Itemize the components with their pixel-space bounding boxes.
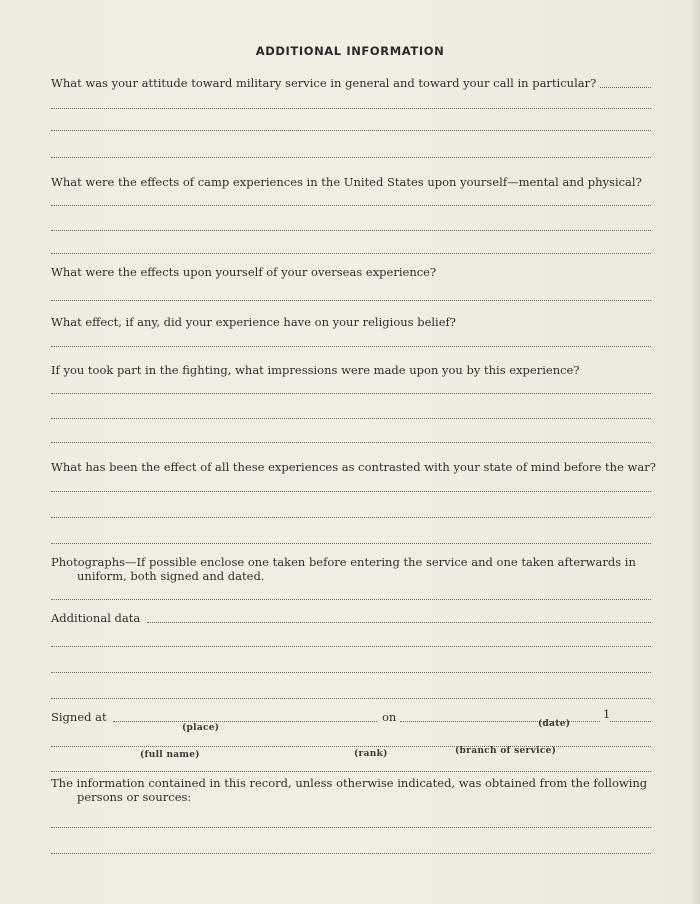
year-field[interactable] bbox=[610, 721, 651, 722]
additional-data-line[interactable] bbox=[147, 622, 651, 623]
sources-line-2: persons or sources: bbox=[77, 790, 192, 804]
answer-line[interactable] bbox=[51, 130, 651, 131]
form-title: ADDITIONAL INFORMATION bbox=[255, 44, 445, 58]
information-sources-note bbox=[51, 776, 655, 804]
answer-line[interactable] bbox=[51, 205, 651, 206]
answer-line[interactable] bbox=[51, 157, 651, 158]
answer-line[interactable] bbox=[51, 771, 651, 772]
answer-line[interactable] bbox=[51, 698, 651, 699]
answer-line[interactable] bbox=[51, 853, 651, 854]
answer-line[interactable] bbox=[51, 543, 651, 544]
answer-line[interactable] bbox=[51, 646, 651, 647]
photographs-line-1: Photographs—If possible enclose one taken before entering the service and one taken afterwards in bbox=[51, 555, 636, 569]
question-fighting-impressions: If you took part in the fighting, what impressions were made upon you by this experience? bbox=[51, 363, 580, 377]
place-caption: (place) bbox=[182, 723, 220, 733]
question-religious-belief: What effect, if any, did your experience have on your religious belief? bbox=[51, 315, 456, 329]
photographs-instruction bbox=[51, 555, 655, 583]
answer-line[interactable] bbox=[51, 253, 651, 254]
year-prefix: 1 bbox=[603, 707, 611, 721]
answer-line[interactable] bbox=[51, 346, 651, 347]
rank-caption: (rank) bbox=[354, 749, 388, 759]
answer-line[interactable] bbox=[51, 300, 651, 301]
answer-line[interactable] bbox=[51, 599, 651, 600]
signature-fields-line[interactable] bbox=[51, 746, 651, 747]
on-label: on bbox=[382, 710, 397, 724]
answer-line[interactable] bbox=[51, 418, 651, 419]
place-field[interactable] bbox=[113, 721, 377, 722]
additional-data-label: Additional data bbox=[51, 611, 141, 625]
answer-line[interactable] bbox=[51, 442, 651, 443]
full-name-caption: (full name) bbox=[140, 750, 200, 760]
answer-line[interactable] bbox=[51, 827, 651, 828]
question-military-attitude: What was your attitude toward military service in general and toward your call in particular? bbox=[51, 76, 597, 90]
answer-line[interactable] bbox=[51, 672, 651, 673]
branch-caption: (branch of service) bbox=[455, 746, 557, 756]
signed-at-label: Signed at bbox=[51, 710, 107, 724]
answer-line[interactable] bbox=[51, 491, 651, 492]
answer-line[interactable] bbox=[51, 108, 651, 109]
question-camp-experiences: What were the effects of camp experiences in the United States upon yourself—mental and physical? bbox=[51, 175, 642, 189]
question-overseas-experience: What were the effects upon yourself of your overseas experience? bbox=[51, 265, 437, 279]
question-effect-contrast: What has been the effect of all these experiences as contrasted with your state of mind before the war? bbox=[51, 460, 656, 474]
answer-line[interactable] bbox=[51, 393, 651, 394]
date-caption: (date) bbox=[538, 719, 571, 729]
paper-edge-shadow bbox=[690, 0, 700, 904]
answer-line[interactable] bbox=[600, 87, 651, 88]
photographs-line-2: uniform, both signed and dated. bbox=[77, 569, 265, 583]
answer-line[interactable] bbox=[51, 517, 651, 518]
sources-line-1: The information contained in this record, unless otherwise indicated, was obtained from the following bbox=[51, 776, 648, 790]
answer-line[interactable] bbox=[51, 230, 651, 231]
